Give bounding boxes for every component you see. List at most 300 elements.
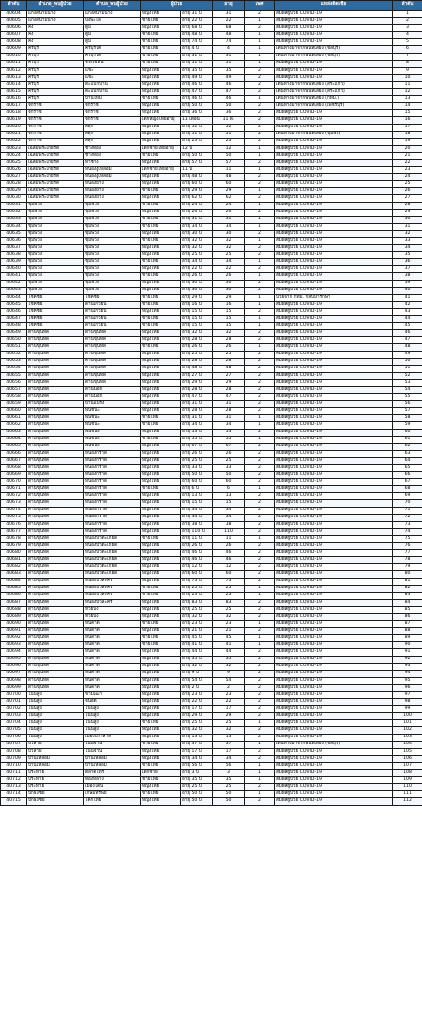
source-cell[interactable]: เดินทางมาจากพื้นที่เสี่ยง (ชลบุรี) — [275, 53, 393, 60]
age-text-cell[interactable]: อายุ 110 ปี — [181, 528, 213, 535]
case-no-cell[interactable]: 40673 — [1, 500, 27, 507]
case-no-cell[interactable]: 40674 — [1, 507, 27, 514]
age-text-cell[interactable]: อายุ 34 ปี — [181, 422, 213, 429]
sex-cell[interactable]: 2 — [245, 131, 275, 138]
seq-cell[interactable]: 105 — [393, 748, 422, 755]
age-text-cell[interactable]: อายุ 16 ปี — [181, 301, 213, 308]
table-row[interactable] — [1, 762, 422, 769]
age-cell[interactable]: 48 — [213, 32, 245, 39]
patient-cell[interactable]: หญิงไทย — [141, 429, 181, 436]
seq-cell[interactable]: 10 — [393, 74, 422, 81]
table-row[interactable] — [1, 266, 422, 273]
source-cell[interactable]: สัมผัสผู้ป่วย COVID-19 — [275, 138, 393, 145]
sex-cell[interactable]: 2 — [245, 493, 275, 500]
source-cell[interactable]: เดินทางมาจากพื้นที่เสี่ยง (ชลบุรี) — [275, 741, 393, 748]
district-cell[interactable]: ด่านขุนทด — [27, 372, 84, 379]
seq-cell[interactable]: 3 — [393, 25, 422, 32]
source-cell[interactable]: สัมผัสผู้ป่วย COVID-19 — [275, 32, 393, 39]
age-cell[interactable]: 25 — [213, 585, 245, 592]
age-cell[interactable]: 31 — [213, 401, 245, 408]
age-cell[interactable]: 15 — [213, 323, 245, 330]
table-row[interactable] — [1, 628, 422, 635]
case-no-cell[interactable]: 40623 — [1, 145, 27, 152]
patient-cell[interactable]: ชายไทย — [141, 294, 181, 301]
seq-cell[interactable]: 85 — [393, 606, 422, 613]
age-text-cell[interactable]: อายุ 23 ปี — [181, 692, 213, 699]
case-no-cell[interactable]: 40640 — [1, 266, 27, 273]
case-no-cell[interactable]: 40681 — [1, 557, 27, 564]
seq-cell[interactable]: 79 — [393, 564, 422, 571]
case-no-cell[interactable]: 40657 — [1, 386, 27, 393]
age-text-cell[interactable]: อายุ 55 ปี — [181, 436, 213, 443]
case-no-cell[interactable]: 40639 — [1, 259, 27, 266]
case-no-cell[interactable]: 40634 — [1, 223, 27, 230]
source-cell[interactable]: สัมผัสผู้ป่วย COVID-19 — [275, 415, 393, 422]
age-cell[interactable]: 25 — [213, 457, 245, 464]
subdistrict-cell[interactable]: ครบุรีใต้ — [84, 46, 141, 53]
age-cell[interactable]: 110 — [213, 528, 245, 535]
seq-cell[interactable]: 92 — [393, 656, 422, 663]
sex-cell[interactable]: 1 — [245, 46, 275, 53]
district-cell[interactable]: โชคชัย — [27, 323, 84, 330]
sex-cell[interactable]: 2 — [245, 670, 275, 677]
source-cell[interactable]: สัมผัสผู้ป่วย COVID-19 — [275, 25, 393, 32]
subdistrict-cell[interactable]: หนองบัวตะเกียด — [84, 550, 141, 557]
district-cell[interactable]: ครบุรี — [27, 46, 84, 53]
table-row[interactable] — [1, 81, 422, 88]
subdistrict-cell[interactable]: แชะ — [84, 74, 141, 81]
table-row[interactable] — [1, 564, 422, 571]
district-cell[interactable]: โนนสูง — [27, 706, 84, 713]
source-cell[interactable]: สัมผัสผู้ป่วย COVID-19 — [275, 429, 393, 436]
age-text-cell[interactable]: อายุ 29 ปี — [181, 713, 213, 720]
table-row[interactable] — [1, 103, 422, 110]
patient-cell[interactable]: ชายไทย — [141, 18, 181, 25]
subdistrict-cell[interactable]: โนนจาน — [84, 741, 141, 748]
case-no-cell[interactable]: 40646 — [1, 308, 27, 315]
district-cell[interactable]: ด่านขุนทด — [27, 436, 84, 443]
patient-cell[interactable]: หญิงไทย — [141, 599, 181, 606]
seq-cell[interactable]: 87 — [393, 621, 422, 628]
sex-cell[interactable]: 2 — [245, 798, 275, 805]
source-cell[interactable]: สัมผัสผู้ป่วย COVID-19 — [275, 564, 393, 571]
subdistrict-cell[interactable]: หนองกราด — [84, 528, 141, 535]
patient-cell[interactable]: หญิงไทย — [141, 493, 181, 500]
sex-cell[interactable]: 2 — [245, 450, 275, 457]
age-cell[interactable]: 15 — [213, 308, 245, 315]
age-text-cell[interactable]: อายุ 83 ปี — [181, 599, 213, 606]
patient-cell[interactable]: หญิงไทย — [141, 330, 181, 337]
sex-cell[interactable]: 2 — [245, 727, 275, 734]
age-text-cell[interactable]: อายุ 49 ปี — [181, 74, 213, 81]
age-cell[interactable]: 12 — [213, 145, 245, 152]
patient-cell[interactable]: หญิงไทย — [141, 684, 181, 691]
source-cell[interactable]: สัมผัสผู้ป่วย COVID-19 — [275, 585, 393, 592]
seq-cell[interactable]: 18 — [393, 131, 422, 138]
age-text-cell[interactable]: อายุ 38 ปี — [181, 521, 213, 528]
age-text-cell[interactable]: อายุ 50 ปี — [181, 791, 213, 798]
seq-cell[interactable]: 12 — [393, 89, 422, 96]
age-text-cell[interactable]: อายุ 48 ปี — [181, 32, 213, 39]
age-cell[interactable]: 31 — [213, 415, 245, 422]
age-cell[interactable]: 22 — [213, 266, 245, 273]
age-cell[interactable]: 35 — [213, 656, 245, 663]
district-cell[interactable]: ชุมพวง — [27, 287, 84, 294]
age-text-cell[interactable]: อายุ 32 ปี — [181, 663, 213, 670]
table-row[interactable] — [1, 188, 422, 195]
age-cell[interactable]: 33 — [213, 465, 245, 472]
district-cell[interactable]: โชคชัย — [27, 294, 84, 301]
case-no-cell[interactable]: 40658 — [1, 394, 27, 401]
sex-cell[interactable]: 2 — [245, 230, 275, 237]
district-cell[interactable]: เฉลิมพระเกียรติ — [27, 195, 84, 202]
case-no-cell[interactable]: 40677 — [1, 528, 27, 535]
age-text-cell[interactable]: อายุ 50 ปี — [181, 798, 213, 805]
case-no-cell[interactable]: 40636 — [1, 238, 27, 245]
district-cell[interactable]: ด่านขุนทด — [27, 486, 84, 493]
seq-cell[interactable]: 14 — [393, 103, 422, 110]
table-row[interactable] — [1, 11, 422, 18]
sex-cell[interactable]: 2 — [245, 103, 275, 110]
district-cell[interactable]: ด่านขุนทด — [27, 429, 84, 436]
patient-cell[interactable]: หญิงไทย — [141, 181, 181, 188]
table-row[interactable] — [1, 734, 422, 741]
patient-cell[interactable]: ชายไทย — [141, 188, 181, 195]
case-no-cell[interactable]: 40683 — [1, 571, 27, 578]
case-no-cell[interactable]: 40642 — [1, 280, 27, 287]
seq-cell[interactable]: 11 — [393, 81, 422, 88]
age-text-cell[interactable]: อายุ 11 ปี — [181, 535, 213, 542]
patient-cell[interactable]: ชายไทย — [141, 741, 181, 748]
district-cell[interactable]: ด่านขุนทด — [27, 514, 84, 521]
source-cell[interactable]: สัมผัสผู้ป่วย COVID-19 — [275, 486, 393, 493]
patient-cell[interactable]: หญิงไทย — [141, 628, 181, 635]
subdistrict-cell[interactable]: โนนสูง — [84, 706, 141, 713]
age-cell[interactable]: 12 — [213, 564, 245, 571]
seq-cell[interactable]: 55 — [393, 394, 422, 401]
sex-cell[interactable]: 2 — [245, 457, 275, 464]
age-cell[interactable]: 55 — [213, 436, 245, 443]
subdistrict-cell[interactable]: ท่าช้าง — [84, 159, 141, 166]
case-no-cell[interactable]: 40708 — [1, 748, 27, 755]
patient-cell[interactable]: เด็กชาย — [141, 770, 181, 777]
case-no-cell[interactable]: 40705 — [1, 727, 27, 734]
age-text-cell[interactable]: อายุ 25 ปี — [181, 720, 213, 727]
sex-cell[interactable]: 1 — [245, 762, 275, 769]
subdistrict-cell[interactable]: โคกไทย — [84, 798, 141, 805]
source-cell[interactable]: สัมผัสผู้ป่วย COVID-19 — [275, 436, 393, 443]
case-no-cell[interactable]: 40671 — [1, 486, 27, 493]
patient-cell[interactable]: หญิงไทย — [141, 734, 181, 741]
source-cell[interactable]: สัมผัสผู้ป่วย COVID-19 — [275, 330, 393, 337]
subdistrict-cell[interactable]: ชุมพวง — [84, 202, 141, 209]
sex-cell[interactable]: 1 — [245, 60, 275, 67]
sex-cell[interactable]: 1 — [245, 422, 275, 429]
age-cell[interactable]: 6 — [213, 486, 245, 493]
table-row[interactable] — [1, 53, 422, 60]
district-cell[interactable]: ด่านขุนทด — [27, 443, 84, 450]
sex-cell[interactable]: 2 — [245, 578, 275, 585]
header-patient[interactable]: ผู้ป่วย — [141, 1, 213, 11]
source-cell[interactable]: สัมผัสผู้ป่วย COVID-19 — [275, 167, 393, 174]
sex-cell[interactable]: 2 — [245, 677, 275, 684]
table-row[interactable] — [1, 557, 422, 564]
source-cell[interactable]: สัมผัสผู้ป่วย COVID-19 — [275, 543, 393, 550]
subdistrict-cell[interactable]: บ้านเหลื่อม — [84, 762, 141, 769]
age-cell[interactable]: 30 — [213, 230, 245, 237]
subdistrict-cell[interactable]: หนองบัวละคร — [84, 578, 141, 585]
subdistrict-cell[interactable]: หนองบัวละคร — [84, 592, 141, 599]
subdistrict-cell[interactable]: หินดาด — [84, 684, 141, 691]
source-cell[interactable]: สัมผัสผู้ป่วย COVID-19 — [275, 174, 393, 181]
table-row[interactable] — [1, 741, 422, 748]
age-cell[interactable]: 29 — [213, 188, 245, 195]
age-text-cell[interactable]: อายุ 31 ปี — [181, 216, 213, 223]
sex-cell[interactable]: 1 — [245, 635, 275, 642]
table-row[interactable] — [1, 379, 422, 386]
age-text-cell[interactable]: อายุ 17 ปี — [181, 748, 213, 755]
header-district[interactable]: อำเภอ_พบผู้ป่วย — [27, 1, 84, 11]
case-no-cell[interactable]: 40691 — [1, 628, 27, 635]
age-cell[interactable]: 44 — [213, 649, 245, 656]
district-cell[interactable]: จักราช — [27, 117, 84, 124]
case-no-cell[interactable]: 40604 — [1, 11, 27, 18]
seq-cell[interactable]: 73 — [393, 521, 422, 528]
subdistrict-cell[interactable]: หนองบัวตะเกียด — [84, 557, 141, 564]
case-no-cell[interactable]: 40621 — [1, 131, 27, 138]
table-row[interactable] — [1, 46, 422, 53]
sex-cell[interactable]: 1 — [245, 436, 275, 443]
patient-cell[interactable]: ชายไทย — [141, 223, 181, 230]
table-row[interactable] — [1, 216, 422, 223]
district-cell[interactable]: ด่านขุนทด — [27, 500, 84, 507]
patient-cell[interactable]: หญิงไทย — [141, 230, 181, 237]
subdistrict-cell[interactable]: ทองหลาง — [84, 777, 141, 784]
patient-cell[interactable]: ชายไทย — [141, 301, 181, 308]
source-cell[interactable]: สัมผัสผู้ป่วย COVID-19 — [275, 344, 393, 351]
sex-cell[interactable]: 1 — [245, 259, 275, 266]
case-no-cell[interactable]: 40606 — [1, 25, 27, 32]
source-cell[interactable]: สัมผัสผู้ป่วย COVID-19 — [275, 706, 393, 713]
seq-cell[interactable]: 91 — [393, 649, 422, 656]
sex-cell[interactable]: 2 — [245, 479, 275, 486]
district-cell[interactable]: ด่านขุนทด — [27, 613, 84, 620]
age-text-cell[interactable]: อายุ 48 ปี — [181, 174, 213, 181]
patient-cell[interactable]: หญิงไทย — [141, 713, 181, 720]
patient-cell[interactable]: หญิงไทย — [141, 514, 181, 521]
table-row[interactable] — [1, 96, 422, 103]
source-cell[interactable]: สัมผัสผู้ป่วย COVID-19 — [275, 663, 393, 670]
patient-cell[interactable]: ชายไทย — [141, 535, 181, 542]
sex-cell[interactable]: 2 — [245, 699, 275, 706]
patient-cell[interactable]: หญิงไทย — [141, 656, 181, 663]
seq-cell[interactable]: 6 — [393, 46, 422, 53]
district-cell[interactable]: ด่านขุนทด — [27, 543, 84, 550]
source-cell[interactable]: สัมผัสผู้ป่วย COVID-19 — [275, 472, 393, 479]
table-row[interactable] — [1, 493, 422, 500]
age-text-cell[interactable]: อายุ 35 ปี — [181, 67, 213, 74]
case-no-cell[interactable]: 40643 — [1, 287, 27, 294]
table-row[interactable] — [1, 32, 422, 39]
seq-cell[interactable]: 93 — [393, 663, 422, 670]
patient-cell[interactable]: หญิงไทย — [141, 543, 181, 550]
seq-cell[interactable]: 70 — [393, 500, 422, 507]
age-cell[interactable]: 31 — [213, 11, 245, 18]
seq-cell[interactable]: 16 — [393, 117, 422, 124]
patient-cell[interactable]: ชายไทย — [141, 720, 181, 727]
source-cell[interactable]: สัมผัสผู้ป่วย COVID-19 — [275, 699, 393, 706]
patient-cell[interactable]: หญิงไทย — [141, 727, 181, 734]
district-cell[interactable]: บ้านเหลื่อม — [27, 755, 84, 762]
patient-cell[interactable]: หญิงไทย — [141, 465, 181, 472]
district-cell[interactable]: โนนสูง — [27, 734, 84, 741]
sex-cell[interactable]: 2 — [245, 74, 275, 81]
case-no-cell[interactable]: 40678 — [1, 535, 27, 542]
subdistrict-cell[interactable]: บึงพะไล — [84, 18, 141, 25]
age-text-cell[interactable]: อายุ 32 ปี — [181, 727, 213, 734]
district-cell[interactable]: ด่านขุนทด — [27, 344, 84, 351]
table-row[interactable] — [1, 245, 422, 252]
sex-cell[interactable]: 1 — [245, 770, 275, 777]
district-cell[interactable]: เฉลิมพระเกียรติ — [27, 159, 84, 166]
source-cell[interactable]: สัมผัสผู้ป่วย COVID-19 — [275, 670, 393, 677]
patient-cell[interactable]: ชายไทย — [141, 415, 181, 422]
source-cell[interactable]: เดินทางมาจากพื้นที่เสี่ยง (สระแก้ว) — [275, 89, 393, 96]
age-cell[interactable]: 25 — [213, 720, 245, 727]
sex-cell[interactable]: 2 — [245, 401, 275, 408]
patient-cell[interactable]: หญิงไทย — [141, 131, 181, 138]
age-text-cell[interactable]: อายุ 34 ปี — [181, 514, 213, 521]
subdistrict-cell[interactable]: ด่านขุนทด — [84, 337, 141, 344]
source-cell[interactable]: สัมผัสผู้ป่วย COVID-19 — [275, 316, 393, 323]
table-row[interactable] — [1, 323, 422, 330]
district-cell[interactable]: ด่านขุนทด — [27, 663, 84, 670]
table-row[interactable] — [1, 124, 422, 131]
seq-cell[interactable]: 44 — [393, 316, 422, 323]
source-cell[interactable]: สัมผัสผู้ป่วย COVID-19 — [275, 145, 393, 152]
subdistrict-cell[interactable]: หินดาด — [84, 635, 141, 642]
table-row[interactable] — [1, 472, 422, 479]
age-cell[interactable]: 11 — [213, 167, 245, 174]
patient-cell[interactable]: หญิงไทย — [141, 81, 181, 88]
table-row[interactable] — [1, 386, 422, 393]
table-row[interactable] — [1, 791, 422, 798]
case-no-cell[interactable]: 40675 — [1, 514, 27, 521]
source-cell[interactable]: สัมผัสผู้ป่วย COVID-19 — [275, 507, 393, 514]
district-cell[interactable]: เฉลิมพระเกียรติ — [27, 145, 84, 152]
seq-cell[interactable]: 51 — [393, 365, 422, 372]
patient-cell[interactable]: หญิงไทย — [141, 784, 181, 791]
sex-cell[interactable]: 2 — [245, 138, 275, 145]
source-cell[interactable]: เดินทางมาจากพื้นที่เสี่ยง (กทม.) — [275, 96, 393, 103]
age-cell[interactable]: 22 — [213, 18, 245, 25]
case-no-cell[interactable]: 40685 — [1, 585, 27, 592]
age-cell[interactable]: 32 — [213, 330, 245, 337]
age-cell[interactable]: 36 — [213, 110, 245, 117]
district-cell[interactable]: บ้านเหลื่อม — [27, 762, 84, 769]
case-no-cell[interactable]: 40703 — [1, 713, 27, 720]
subdistrict-cell[interactable]: แก้งสนามนาง — [84, 11, 141, 18]
district-cell[interactable]: ปักธงชัย — [27, 791, 84, 798]
age-cell[interactable]: 31 — [213, 53, 245, 60]
sex-cell[interactable]: 2 — [245, 734, 275, 741]
seq-cell[interactable]: 42 — [393, 301, 422, 308]
header-age[interactable]: อายุ — [213, 1, 245, 11]
case-no-cell[interactable]: 40607 — [1, 32, 27, 39]
age-text-cell[interactable]: อายุ 44 ปี — [181, 649, 213, 656]
age-cell[interactable]: 46 — [213, 557, 245, 564]
age-text-cell[interactable]: อายุ 53 ปี — [181, 429, 213, 436]
case-no-cell[interactable]: 40702 — [1, 706, 27, 713]
district-cell[interactable]: ด่านขุนทด — [27, 422, 84, 429]
source-cell[interactable]: สัมผัสผู้ป่วย COVID-19 — [275, 323, 393, 330]
subdistrict-cell[interactable]: หนองบัวตะเกียด — [84, 535, 141, 542]
subdistrict-cell[interactable]: ชุมพวง — [84, 266, 141, 273]
case-no-cell[interactable]: 40714 — [1, 791, 27, 798]
seq-cell[interactable]: 106 — [393, 755, 422, 762]
seq-cell[interactable]: 35 — [393, 252, 422, 259]
district-cell[interactable]: ชุมพวง — [27, 280, 84, 287]
patient-cell[interactable]: หญิงไทย — [141, 507, 181, 514]
district-cell[interactable]: ครบุรี — [27, 81, 84, 88]
district-cell[interactable]: ด่านขุนทด — [27, 386, 84, 393]
patient-cell[interactable]: หญิงไทย — [141, 663, 181, 670]
subdistrict-cell[interactable]: หนองงูเหลือม — [84, 167, 141, 174]
age-text-cell[interactable]: อายุ 37 ปี — [181, 741, 213, 748]
subdistrict-cell[interactable]: ชุมพวง — [84, 209, 141, 216]
source-cell[interactable]: สัมผัสผู้ป่วย COVID-19 — [275, 557, 393, 564]
age-cell[interactable]: 29 — [213, 713, 245, 720]
age-text-cell[interactable]: อายุ 28 ปี — [181, 408, 213, 415]
seq-cell[interactable]: 25 — [393, 181, 422, 188]
age-text-cell[interactable]: อายุ 13 ปี — [181, 493, 213, 500]
source-cell[interactable]: สัมผัสผู้ป่วย COVID-19 — [275, 124, 393, 131]
source-cell[interactable]: สัมผัสผู้ป่วย COVID-19 — [275, 408, 393, 415]
case-no-cell[interactable]: 40698 — [1, 677, 27, 684]
district-cell[interactable]: ชุมพวง — [27, 273, 84, 280]
table-row[interactable] — [1, 415, 422, 422]
subdistrict-cell[interactable]: พันชนะ — [84, 422, 141, 429]
case-no-cell[interactable]: 40647 — [1, 316, 27, 323]
district-cell[interactable]: แก้งสนามนาง — [27, 11, 84, 18]
age-cell[interactable]: 38 — [213, 521, 245, 528]
source-cell[interactable]: สัมผัสผู้ป่วย COVID-19 — [275, 67, 393, 74]
age-cell[interactable]: 11 — [213, 535, 245, 542]
seq-cell[interactable]: 80 — [393, 571, 422, 578]
patient-cell[interactable]: ชายไทย — [141, 344, 181, 351]
source-cell[interactable]: สัมผัสผู้ป่วย COVID-19 — [275, 791, 393, 798]
patient-cell[interactable]: หญิงไทย — [141, 74, 181, 81]
table-row[interactable] — [1, 230, 422, 237]
age-text-cell[interactable]: อายุ 34 ปี — [181, 507, 213, 514]
age-cell[interactable]: 35 — [213, 67, 245, 74]
table-row[interactable] — [1, 592, 422, 599]
subdistrict-cell[interactable]: จักราช — [84, 117, 141, 124]
age-cell[interactable]: 53 — [213, 429, 245, 436]
age-text-cell[interactable]: อายุ 28 ปี — [181, 358, 213, 365]
age-text-cell[interactable]: อายุ 31 ปี — [181, 11, 213, 18]
seq-cell[interactable]: 101 — [393, 720, 422, 727]
seq-cell[interactable]: 31 — [393, 223, 422, 230]
subdistrict-cell[interactable]: หนองกราด — [84, 479, 141, 486]
subdistrict-cell[interactable]: ชุมพวง — [84, 287, 141, 294]
age-cell[interactable]: 26 — [213, 543, 245, 550]
source-cell[interactable]: สัมผัสผู้ป่วย COVID-19 — [275, 535, 393, 542]
patient-cell[interactable]: หญิงไทย — [141, 479, 181, 486]
patient-cell[interactable]: ชายไทย — [141, 777, 181, 784]
table-row[interactable] — [1, 720, 422, 727]
source-cell[interactable]: สัมผัสผู้ป่วย COVID-19 — [275, 188, 393, 195]
